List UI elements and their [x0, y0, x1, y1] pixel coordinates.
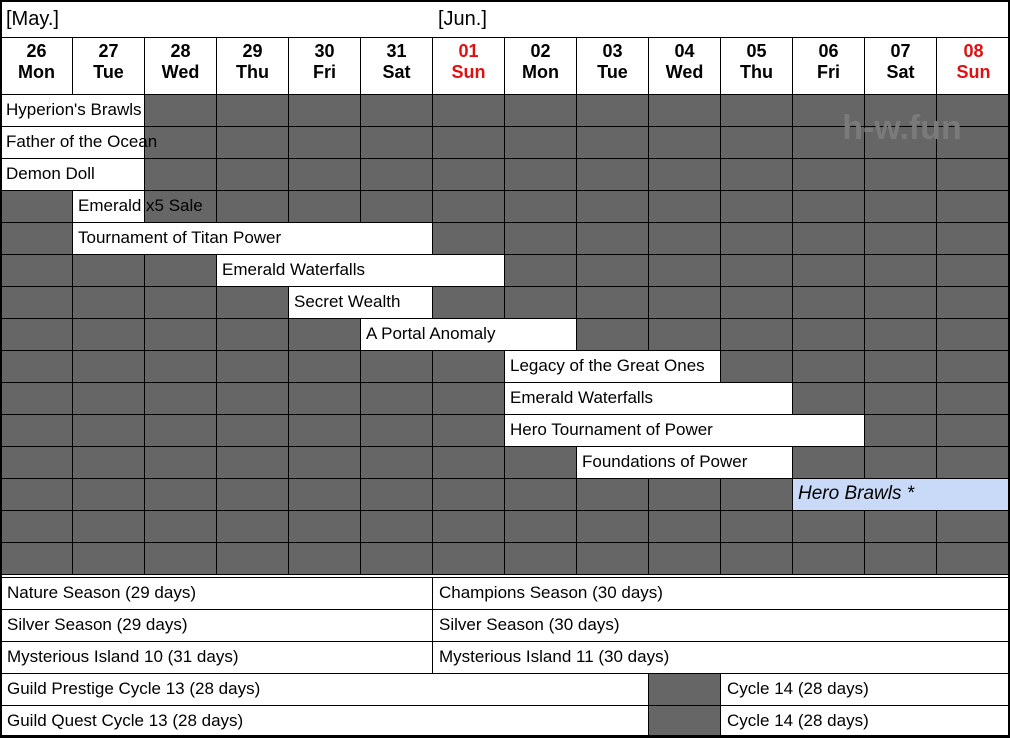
day-header	[144, 37, 217, 95]
event-label: Hero Tournament of Power	[510, 420, 713, 439]
empty-day-cell	[720, 222, 793, 255]
empty-day-cell	[792, 382, 865, 415]
empty-day-cell	[216, 414, 289, 447]
day-of-week: Sat	[886, 62, 915, 82]
empty-day-cell	[792, 350, 865, 383]
empty-day-cell	[216, 190, 289, 223]
empty-day-cell	[288, 446, 361, 479]
day-header	[216, 37, 289, 95]
empty-day-cell	[288, 94, 361, 127]
empty-day-cell	[576, 286, 649, 319]
empty-day-cell	[0, 350, 73, 383]
empty-day-cell	[648, 510, 721, 543]
event-label: Hero Brawls *	[798, 483, 915, 504]
empty-day-cell	[720, 350, 793, 383]
empty-day-cell	[864, 350, 937, 383]
empty-day-cell	[216, 350, 289, 383]
empty-day-cell	[720, 94, 793, 127]
season-cycle-bar[interactable]: Silver Season (30 days)	[432, 609, 1010, 642]
empty-day-cell	[936, 446, 1010, 479]
day-number: 29	[242, 41, 263, 61]
empty-day-cell	[792, 542, 865, 575]
empty-day-cell	[864, 510, 937, 543]
watermark: h-w.fun	[842, 109, 962, 147]
event-bar[interactable]	[360, 318, 577, 351]
empty-day-cell	[936, 286, 1010, 319]
day-of-week: Thu	[740, 62, 773, 82]
empty-day-cell	[216, 158, 289, 191]
empty-day-cell	[792, 446, 865, 479]
season-cycle-bar[interactable]: Guild Prestige Cycle 13 (28 days)	[0, 673, 649, 706]
day-number: 02	[530, 41, 551, 61]
empty-day-cell	[288, 158, 361, 191]
day-header	[504, 37, 577, 95]
empty-day-cell	[504, 158, 577, 191]
empty-day-cell	[144, 254, 217, 287]
empty-day-cell	[648, 478, 721, 511]
season-cycle-bar[interactable]: Cycle 14 (28 days)	[720, 705, 1010, 738]
empty-day-cell	[144, 414, 217, 447]
empty-day-cell	[144, 94, 217, 127]
event-bar[interactable]	[0, 94, 145, 127]
empty-day-cell	[360, 190, 433, 223]
empty-day-cell	[144, 510, 217, 543]
empty-day-cell	[288, 126, 361, 159]
day-header	[936, 37, 1010, 95]
day-number: 07	[890, 41, 911, 61]
empty-day-cell	[72, 318, 145, 351]
empty-day-cell	[360, 478, 433, 511]
event-bar[interactable]	[576, 446, 793, 479]
empty-day-cell	[216, 94, 289, 127]
day-header	[288, 37, 361, 95]
empty-day-cell	[288, 382, 361, 415]
event-bar[interactable]	[72, 190, 203, 223]
season-cycle-bar[interactable]: Nature Season (29 days)	[0, 577, 433, 610]
empty-day-cell	[792, 254, 865, 287]
event-label: Demon Doll	[6, 164, 95, 183]
empty-day-cell	[144, 318, 217, 351]
event-label: Secret Wealth	[294, 292, 401, 311]
footer-gap-cell	[648, 705, 721, 738]
empty-day-cell	[432, 478, 505, 511]
empty-day-cell	[432, 542, 505, 575]
empty-day-cell	[936, 318, 1010, 351]
empty-day-cell	[936, 126, 1010, 159]
empty-day-cell	[288, 318, 361, 351]
day-number: 08	[963, 41, 984, 61]
season-cycle-bar[interactable]: Mysterious Island 10 (31 days)	[0, 641, 433, 674]
empty-day-cell	[432, 286, 505, 319]
day-header	[576, 37, 649, 95]
empty-day-cell	[72, 478, 145, 511]
day-header	[792, 37, 865, 95]
empty-day-cell	[648, 286, 721, 319]
empty-day-cell	[72, 446, 145, 479]
empty-day-cell	[504, 94, 577, 127]
empty-day-cell	[0, 222, 73, 255]
empty-day-cell	[576, 190, 649, 223]
empty-day-cell	[792, 510, 865, 543]
empty-day-cell	[792, 318, 865, 351]
season-cycle-bar[interactable]: Guild Quest Cycle 13 (28 days)	[0, 705, 649, 738]
event-bar[interactable]	[504, 350, 721, 383]
empty-day-cell	[504, 222, 577, 255]
empty-day-cell	[144, 382, 217, 415]
empty-day-cell	[216, 446, 289, 479]
empty-day-cell	[936, 382, 1010, 415]
empty-day-cell	[864, 222, 937, 255]
empty-day-cell	[720, 254, 793, 287]
empty-day-cell	[0, 286, 73, 319]
empty-day-cell	[72, 286, 145, 319]
empty-day-cell	[360, 542, 433, 575]
day-number: 01	[458, 41, 479, 61]
day-header	[72, 37, 145, 95]
empty-day-cell	[720, 478, 793, 511]
event-bar[interactable]	[504, 382, 793, 415]
empty-day-cell	[864, 414, 937, 447]
empty-day-cell	[576, 126, 649, 159]
empty-day-cell	[864, 254, 937, 287]
day-of-week: Wed	[161, 62, 200, 82]
empty-day-cell	[576, 254, 649, 287]
event-bar[interactable]	[288, 286, 433, 319]
empty-day-cell	[216, 318, 289, 351]
empty-day-cell	[864, 126, 937, 159]
day-header	[648, 37, 721, 95]
empty-day-cell	[936, 254, 1010, 287]
day-of-week: Sun	[451, 62, 486, 82]
day-of-week: Tue	[597, 62, 628, 82]
day-number: 31	[386, 41, 407, 61]
empty-day-cell	[576, 158, 649, 191]
empty-day-cell	[0, 414, 73, 447]
empty-day-cell	[216, 542, 289, 575]
empty-day-cell	[288, 350, 361, 383]
empty-day-cell	[432, 126, 505, 159]
empty-day-cell	[360, 414, 433, 447]
day-header	[432, 37, 505, 95]
empty-day-cell	[720, 542, 793, 575]
day-of-week: Sat	[382, 62, 411, 82]
empty-day-cell	[360, 446, 433, 479]
day-header	[864, 37, 937, 95]
empty-day-cell	[216, 510, 289, 543]
empty-day-cell	[216, 382, 289, 415]
month-label-may: [May.]	[6, 8, 59, 30]
empty-day-cell	[432, 94, 505, 127]
empty-day-cell	[648, 158, 721, 191]
season-cycle-bar[interactable]: Cycle 14 (28 days)	[720, 673, 1010, 706]
day-number: 06	[818, 41, 839, 61]
empty-day-cell	[792, 190, 865, 223]
event-label: Tournament of Titan Power	[78, 228, 282, 247]
empty-day-cell	[648, 318, 721, 351]
empty-day-cell	[864, 446, 937, 479]
empty-day-cell	[72, 382, 145, 415]
empty-day-cell	[648, 94, 721, 127]
empty-day-cell	[360, 510, 433, 543]
empty-day-cell	[648, 126, 721, 159]
empty-day-cell	[360, 350, 433, 383]
empty-day-cell	[864, 318, 937, 351]
empty-day-cell	[504, 190, 577, 223]
empty-day-cell	[936, 94, 1010, 127]
event-bar[interactable]	[0, 158, 145, 191]
empty-day-cell	[288, 542, 361, 575]
empty-day-cell	[648, 190, 721, 223]
event-bar[interactable]	[72, 222, 433, 255]
day-header	[360, 37, 433, 95]
empty-day-cell	[432, 222, 505, 255]
empty-day-cell	[144, 158, 217, 191]
month-label-jun: [Jun.]	[438, 8, 487, 30]
day-of-week: Fri	[816, 62, 840, 82]
day-of-week: Tue	[93, 62, 124, 82]
day-number: 26	[26, 41, 47, 61]
empty-day-cell	[648, 254, 721, 287]
empty-day-cell	[0, 446, 73, 479]
empty-day-cell	[72, 254, 145, 287]
event-bar[interactable]	[504, 414, 865, 447]
empty-day-cell	[144, 542, 217, 575]
empty-day-cell	[936, 190, 1010, 223]
day-of-week: Sun	[956, 62, 991, 82]
empty-day-cell	[216, 126, 289, 159]
empty-day-cell	[72, 350, 145, 383]
empty-day-cell	[360, 158, 433, 191]
empty-day-cell	[0, 542, 73, 575]
empty-day-cell	[936, 350, 1010, 383]
event-bar[interactable]	[0, 126, 158, 159]
empty-day-cell	[72, 414, 145, 447]
empty-day-cell	[648, 542, 721, 575]
empty-day-cell	[936, 510, 1010, 543]
event-label: Emerald Waterfalls	[222, 260, 365, 279]
empty-day-cell	[504, 286, 577, 319]
empty-day-cell	[432, 158, 505, 191]
empty-day-cell	[864, 542, 937, 575]
empty-day-cell	[864, 190, 937, 223]
day-of-week: Wed	[665, 62, 704, 82]
empty-day-cell	[792, 158, 865, 191]
season-cycle-bar[interactable]: Mysterious Island 11 (30 days)	[432, 641, 1010, 674]
empty-day-cell	[576, 318, 649, 351]
empty-day-cell	[720, 286, 793, 319]
day-number: 28	[170, 41, 191, 61]
empty-day-cell	[0, 318, 73, 351]
empty-day-cell	[0, 254, 73, 287]
empty-day-cell	[360, 94, 433, 127]
empty-day-cell	[432, 510, 505, 543]
day-number: 04	[674, 41, 695, 61]
empty-day-cell	[0, 190, 73, 223]
empty-day-cell	[432, 382, 505, 415]
footer-gap-cell	[648, 673, 721, 706]
event-label: Emerald x5 Sale	[78, 196, 203, 215]
empty-day-cell	[792, 286, 865, 319]
empty-day-cell	[936, 222, 1010, 255]
empty-day-cell	[144, 286, 217, 319]
day-number: 27	[98, 41, 119, 61]
empty-day-cell	[576, 94, 649, 127]
empty-day-cell	[432, 414, 505, 447]
event-label: Legacy of the Great Ones	[510, 356, 705, 375]
empty-day-cell	[216, 478, 289, 511]
empty-day-cell	[576, 478, 649, 511]
empty-day-cell	[936, 414, 1010, 447]
empty-day-cell	[792, 222, 865, 255]
day-header	[720, 37, 793, 95]
empty-day-cell	[432, 190, 505, 223]
empty-day-cell	[504, 446, 577, 479]
empty-day-cell	[0, 510, 73, 543]
empty-day-cell	[936, 158, 1010, 191]
empty-day-cell	[792, 126, 865, 159]
empty-day-cell	[288, 414, 361, 447]
empty-day-cell	[504, 510, 577, 543]
day-number: 30	[314, 41, 335, 61]
empty-day-cell	[720, 510, 793, 543]
empty-day-cell	[360, 126, 433, 159]
empty-day-cell	[864, 286, 937, 319]
event-bar[interactable]	[216, 254, 505, 287]
empty-day-cell	[504, 254, 577, 287]
empty-day-cell	[720, 190, 793, 223]
empty-day-cell	[144, 350, 217, 383]
empty-day-cell	[504, 478, 577, 511]
empty-day-cell	[432, 350, 505, 383]
day-number: 03	[602, 41, 623, 61]
day-header	[0, 37, 73, 95]
empty-day-cell	[216, 286, 289, 319]
empty-day-cell	[936, 542, 1010, 575]
empty-day-cell	[576, 542, 649, 575]
empty-day-cell	[504, 542, 577, 575]
event-label: Hyperion's Brawls	[6, 100, 142, 119]
empty-day-cell	[72, 542, 145, 575]
day-of-week: Fri	[312, 62, 336, 82]
empty-day-cell	[792, 94, 865, 127]
event-bar[interactable]	[792, 478, 1010, 511]
season-cycle-bar[interactable]: Silver Season (29 days)	[0, 609, 433, 642]
event-label: A Portal Anomaly	[366, 324, 496, 343]
empty-day-cell	[288, 478, 361, 511]
event-label: Foundations of Power	[582, 452, 748, 471]
empty-day-cell	[576, 510, 649, 543]
day-of-week: Mon	[18, 62, 55, 82]
day-of-week: Mon	[522, 62, 559, 82]
empty-day-cell	[288, 190, 361, 223]
empty-day-cell	[504, 126, 577, 159]
empty-day-cell	[576, 222, 649, 255]
day-of-week: Thu	[236, 62, 269, 82]
empty-day-cell	[864, 94, 937, 127]
empty-day-cell	[648, 222, 721, 255]
empty-day-cell	[720, 318, 793, 351]
day-number: 05	[746, 41, 767, 61]
empty-day-cell	[288, 510, 361, 543]
event-label: Father of the Ocean	[6, 132, 158, 151]
empty-day-cell	[864, 382, 937, 415]
empty-day-cell	[0, 382, 73, 415]
empty-day-cell	[360, 382, 433, 415]
empty-day-cell	[72, 510, 145, 543]
empty-day-cell	[432, 446, 505, 479]
empty-day-cell	[720, 126, 793, 159]
empty-day-cell	[144, 478, 217, 511]
empty-day-cell	[144, 446, 217, 479]
empty-day-cell	[864, 158, 937, 191]
empty-day-cell	[0, 478, 73, 511]
event-label: Emerald Waterfalls	[510, 388, 653, 407]
season-cycle-bar[interactable]: Champions Season (30 days)	[432, 577, 1010, 610]
empty-day-cell	[720, 158, 793, 191]
